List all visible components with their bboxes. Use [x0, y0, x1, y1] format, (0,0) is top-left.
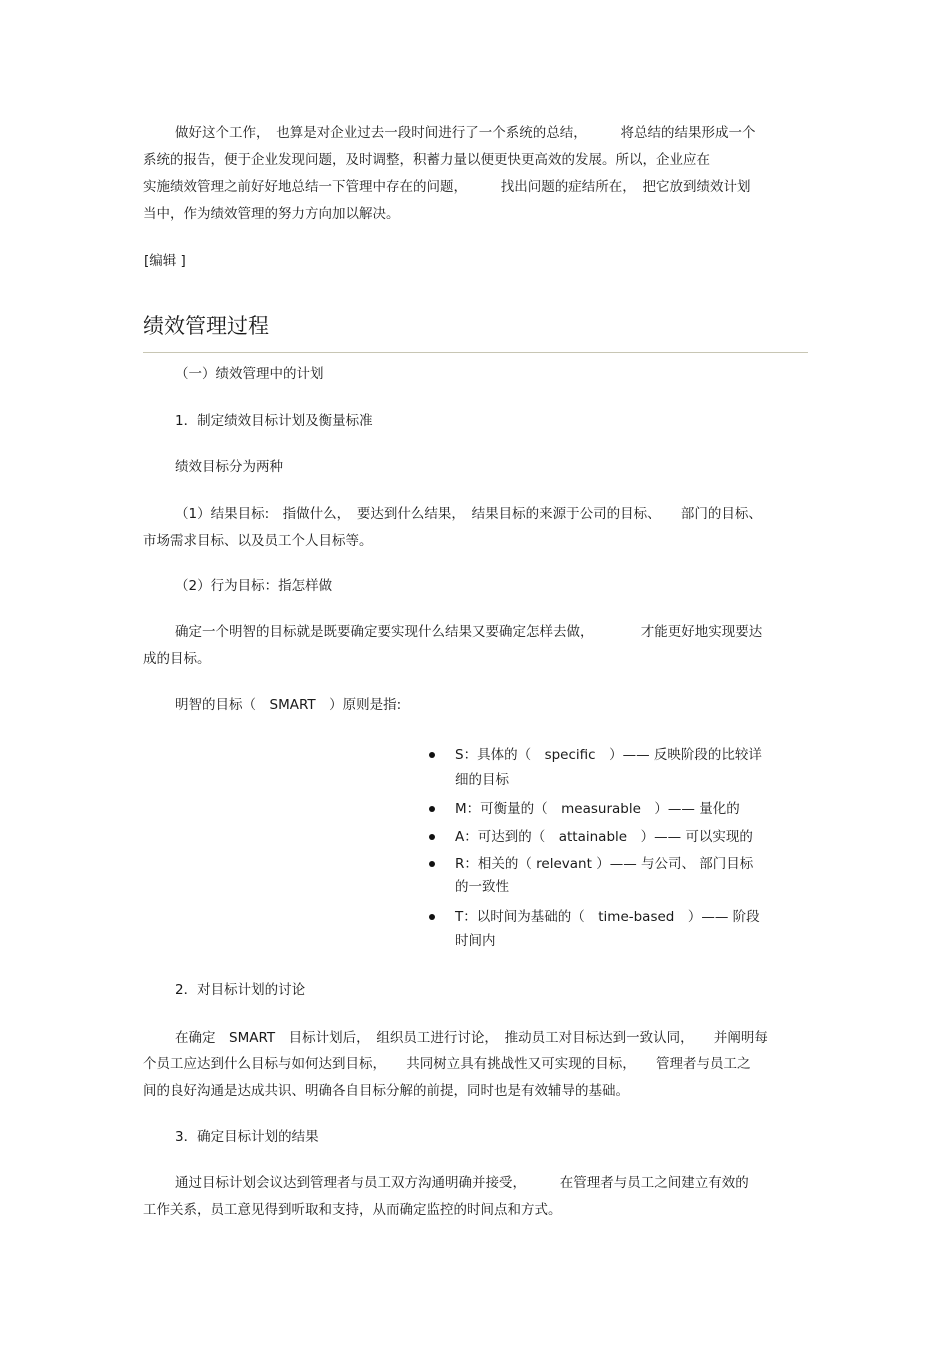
list-item-line: 时间内 [455, 933, 496, 949]
intro-line: 做好这个工作， 也算是对企业过去一段时间进行了一个系统的总结， 将总结的结果形成一个 [175, 125, 756, 141]
item3-heading: 3．确定目标计划的结果 [175, 1129, 319, 1145]
paragraph-line: 间的良好沟通是达成共识、明确各自目标分解的前提，同时也是有效辅导的基础。 [143, 1083, 629, 1099]
sub-heading-plan: （一）绩效管理中的计划 [175, 366, 324, 382]
goal-types-text: 绩效目标分为两种 [175, 459, 283, 475]
intro-line: 当中，作为绩效管理的努力方向加以解决。 [143, 206, 400, 222]
item1-heading: 1．制定绩效目标计划及衡量标准 [175, 413, 373, 429]
paragraph-line: 确定一个明智的目标就是既要确定要实现什么结果又要确定怎样去做， 才能更好地实现要达 [175, 624, 763, 640]
list-item-line: 的一致性 [455, 879, 509, 895]
section-title: 绩效管理过程 [143, 314, 269, 338]
edit-link[interactable]: [编辑 ] [144, 253, 186, 269]
bullet-icon [429, 752, 435, 758]
list-item-line: R：相关的（ relevant ）—— 与公司、 部门目标 [455, 856, 754, 872]
paragraph-line: 在确定 SMART 目标计划后， 组织员工进行讨论， 推动员工对目标达到一致认同， 并阐明每 [175, 1030, 768, 1046]
list-item-line: A：可达到的（ attainable ）—— 可以实现的 [455, 829, 753, 845]
behavior-goal-text: （2）行为目标：指怎样做 [175, 578, 333, 594]
list-item-line: M：可衡量的（ measurable ）—— 量化的 [455, 801, 740, 817]
bullet-icon [429, 861, 435, 867]
list-item-line: S：具体的（ specific ）—— 反映阶段的比较详 [455, 747, 762, 763]
paragraph-line: 成的目标。 [143, 651, 211, 667]
paragraph-line: 个员工应达到什么目标与如何达到目标， 共同树立具有挑战性又可实现的目标， 管理者与员工之 [143, 1056, 751, 1072]
list-item-line: T：以时间为基础的（ time-based ）—— 阶段 [455, 909, 760, 925]
list-item-line: 细的目标 [455, 772, 509, 788]
section-divider [143, 352, 808, 353]
bullet-icon [429, 806, 435, 812]
intro-line: 实施绩效管理之前好好地总结一下管理中存在的问题， 找出问题的症结所在， 把它放到绩效计划 [143, 179, 751, 195]
paragraph-line: （1）结果目标: 指做什么， 要达到什么结果， 结果目标的来源于公司的目标、 部门的目标、 [175, 506, 762, 522]
intro-line: 系统的报告，便于企业发现问题，及时调整，积蓄力量以便更快更高效的发展。所以，企业应在 [143, 152, 710, 168]
paragraph-line: 通过目标计划会议达到管理者与员工双方沟通明确并接受， 在管理者与员工之间建立有效的 [175, 1175, 749, 1191]
item2-heading: 2．对目标计划的讨论 [175, 982, 306, 998]
paragraph-line: 工作关系，员工意见得到听取和支持，从而确定监控的时间点和方式。 [143, 1202, 562, 1218]
paragraph-line: 市场需求目标、以及员工个人目标等。 [143, 533, 373, 549]
bullet-icon [429, 834, 435, 840]
bullet-icon [429, 914, 435, 920]
smart-principle-text: 明智的目标（ SMART ）原则是指: [175, 697, 402, 713]
